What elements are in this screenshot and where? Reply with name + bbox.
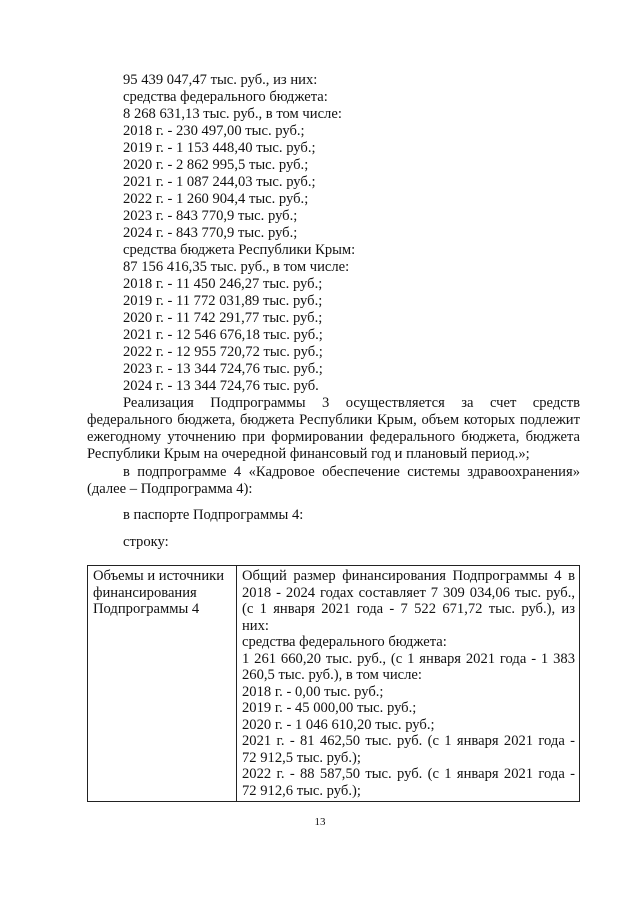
text-line: 2021 г. - 1 087 244,03 тыс. руб.; <box>123 174 316 190</box>
text-line: 2019 г. - 1 153 448,40 тыс. руб.; <box>123 140 316 156</box>
text-line: 8 268 631,13 тыс. руб., в том числе: <box>123 106 342 122</box>
page-number: 13 <box>314 816 326 828</box>
table-value-line: 2021 г. - 81 462,50 тыс. руб. (с 1 января 2021 года - <box>242 733 575 749</box>
text-line: 2019 г. - 11 772 031,89 тыс. руб.; <box>123 293 323 309</box>
table-value-line: 2020 г. - 1 046 610,20 тыс. руб.; <box>242 716 435 733</box>
table-value-line: 260,5 тыс. руб.), в том числе: <box>242 667 422 683</box>
text-line: 2018 г. - 11 450 246,27 тыс. руб.; <box>123 276 323 292</box>
table-value-line: Общий размер финансирования Подпрограммы 4 в <box>242 568 575 584</box>
passport-line: в паспорте Подпрограммы 4: <box>123 507 304 523</box>
table-value-line: 72 912,6 тыс. руб.); <box>242 782 361 799</box>
passport-table <box>87 565 580 802</box>
table-value-line: 2019 г. - 45 000,00 тыс. руб.; <box>242 700 417 716</box>
table-row <box>88 566 580 802</box>
text-line: 2020 г. - 2 862 995,5 тыс. руб.; <box>123 157 309 173</box>
table-value-line: 2018 г. - 0,00 тыс. руб.; <box>242 683 384 700</box>
text-line: 2024 г. - 13 344 724,76 тыс. руб. <box>123 378 319 394</box>
text-line: 2018 г. - 230 497,00 тыс. руб.; <box>123 123 305 139</box>
text-line: 2021 г. - 12 546 676,18 тыс. руб.; <box>123 327 323 343</box>
table-value-line: (с 1 января 2021 года - 7 522 671,72 тыс. руб.), из <box>242 601 575 617</box>
table-value-line: 1 261 660,20 тыс. руб., (с 1 января 2021 года - 1 383 <box>242 650 575 667</box>
table-value-line: 72 912,5 тыс. руб.); <box>242 749 361 766</box>
text-line: 2022 г. - 12 955 720,72 тыс. руб.; <box>123 344 323 360</box>
table-value-line: средства федерального бюджета: <box>242 634 447 650</box>
text-line: 2024 г. - 843 770,9 тыс. руб.; <box>123 225 298 241</box>
table-value-cell <box>237 566 580 802</box>
text-line: 2020 г. - 11 742 291,77 тыс. руб.; <box>123 310 323 326</box>
table-value-line: 2022 г. - 88 587,50 тыс. руб. (с 1 января 2021 года - <box>242 766 575 782</box>
text-line: 2023 г. - 843 770,9 тыс. руб.; <box>123 208 298 224</box>
text-line: 2023 г. - 13 344 724,76 тыс. руб.; <box>123 361 323 377</box>
table-value-line: 2018 - 2024 годах составляет 7 309 034,06 тыс. руб., <box>242 584 575 601</box>
text-line: 2022 г. - 1 260 904,4 тыс. руб.; <box>123 191 309 207</box>
realization-paragraph: Реализация Подпрограммы 3 осуществляется за счет средств федерального бюджета, бюджета Республики Крым, объем которых подлежит ежегодному уточнению при формировании федерального бюджета, бюджета Республики Крым на очередной финансовый год и плановый период.»; <box>87 395 580 462</box>
text-line: 87 156 416,35 тыс. руб., в том числе: <box>123 259 350 275</box>
text-line: 95 439 047,47 тыс. руб., из них: <box>123 72 318 88</box>
text-line: средства бюджета Республики Крым: <box>123 242 356 258</box>
table-value-line: них: <box>242 617 269 634</box>
subprogram4-paragraph: в подпрограмме 4 «Кадровое обеспечение системы здравоохранения» (далее – Подпрограмма 4): <box>87 464 580 497</box>
row-line: строку: <box>123 534 169 550</box>
table-label-cell: Объемы и источники финансирования Подпрограммы 4 <box>88 566 237 802</box>
text-line: средства федерального бюджета: <box>123 89 328 105</box>
